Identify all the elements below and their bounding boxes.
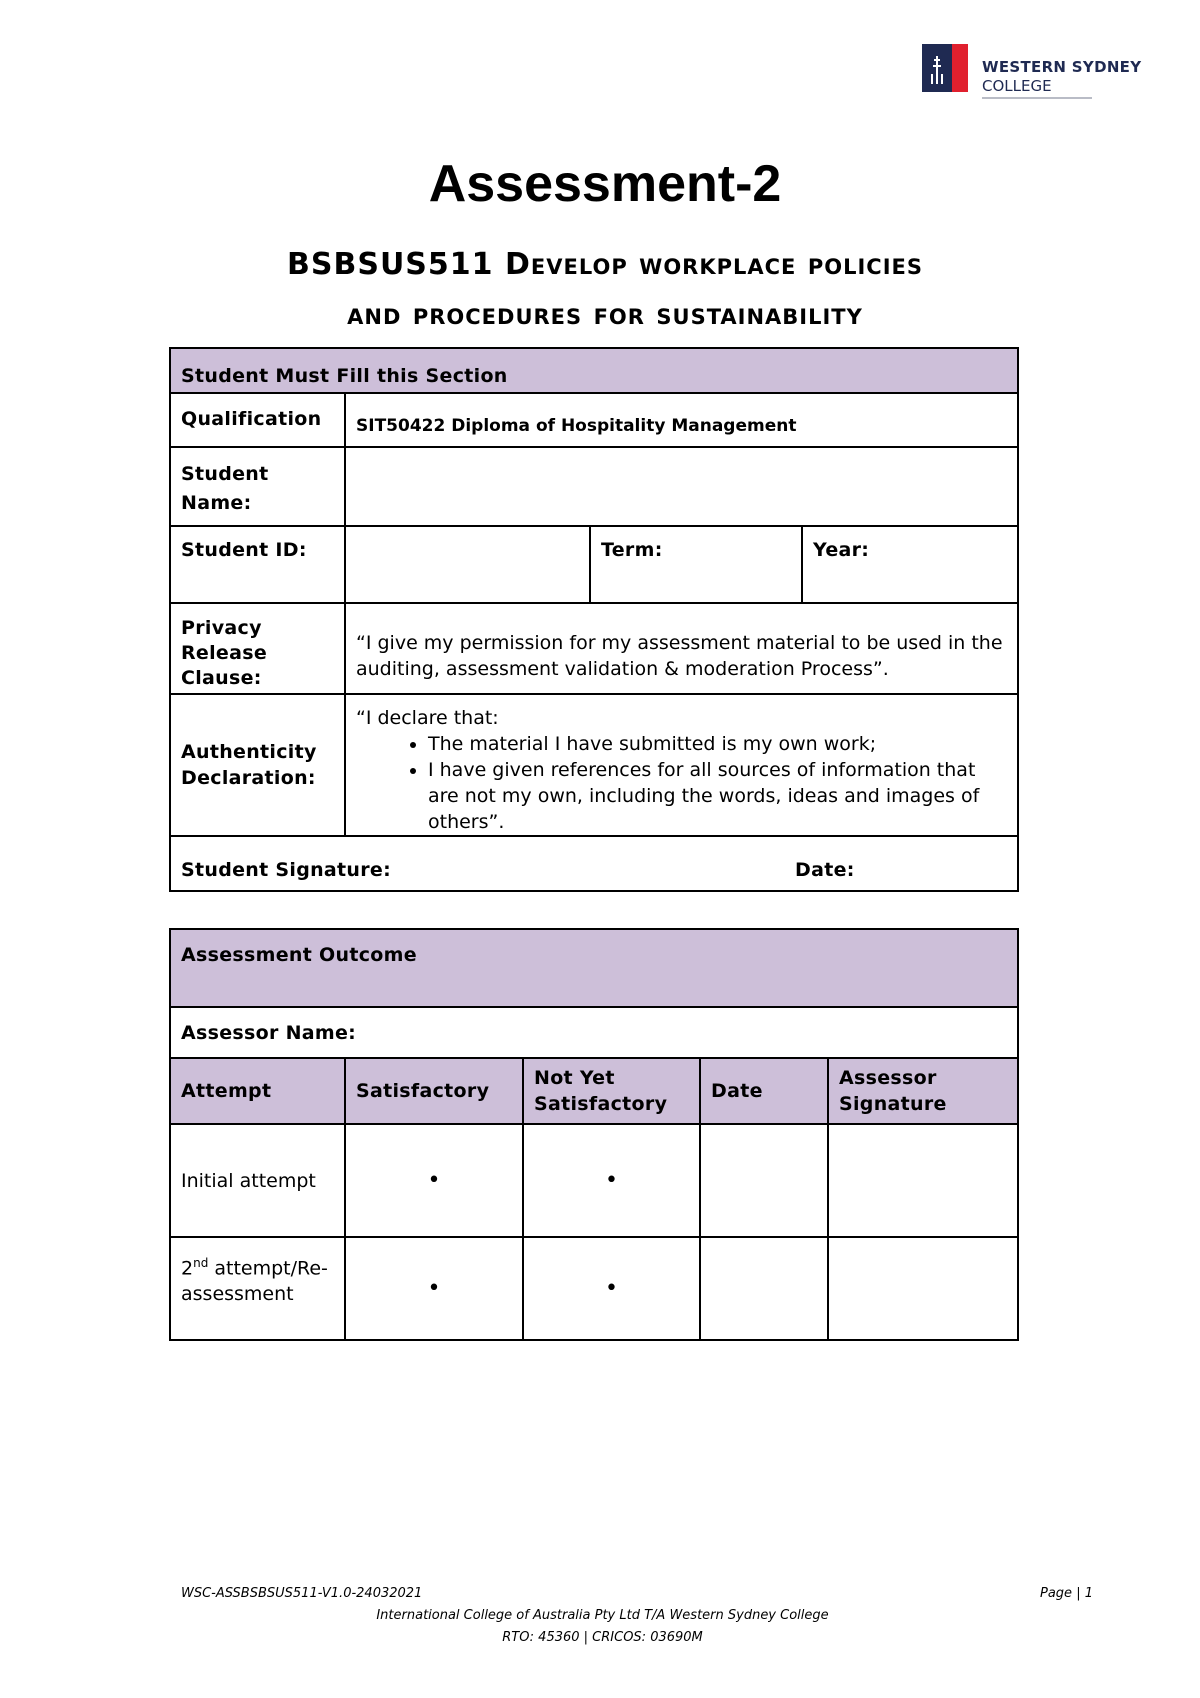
- declare-list: [356, 731, 1007, 835]
- term-label: Term:: [590, 526, 802, 603]
- unit-title: [0, 240, 1200, 340]
- not-yet-satisfactory-checkbox[interactable]: •: [523, 1237, 700, 1340]
- col-satisfactory: Satisfactory: [345, 1058, 523, 1124]
- qualification-label: Qualification: [170, 393, 345, 447]
- year-label: Year:: [802, 526, 1018, 603]
- attempt-cell: Initial attempt: [170, 1124, 345, 1237]
- logo-mark-icon: [922, 44, 968, 92]
- satisfactory-checkbox[interactable]: •: [345, 1237, 523, 1340]
- footer-page-number: Page | 1: [1040, 1586, 1093, 1601]
- footer-doc-code: WSC-ASSBSBSUS511-V1.0-24032021: [181, 1586, 423, 1601]
- student-details-table: [169, 347, 1019, 892]
- privacy-text: “I give my permission for my assessment material to be used in the auditing, assessment validation & moderation Process”.: [345, 603, 1018, 694]
- assessor-signature-cell[interactable]: [828, 1124, 1018, 1237]
- assessment-outcome-table: [169, 928, 1019, 1341]
- authenticity-declaration: [345, 694, 1018, 836]
- authenticity-label: Authenticity Declaration:: [170, 694, 345, 836]
- satisfactory-checkbox[interactable]: •: [345, 1124, 523, 1237]
- footer-rto: RTO: 45360 | CRICOS: 03690M: [502, 1630, 703, 1645]
- student-signature-label: Student Signature:: [181, 859, 392, 881]
- student-date-label: Date:: [795, 859, 855, 881]
- logo-name-line2: COLLEGE: [982, 77, 1052, 95]
- attempt-cell: 2nd attempt/Re-assessment: [170, 1237, 345, 1340]
- student-id-label: Student ID:: [170, 526, 345, 603]
- date-cell[interactable]: [700, 1124, 828, 1237]
- col-date: Date: [700, 1058, 828, 1124]
- col-attempt: Attempt: [170, 1058, 345, 1124]
- table-row: [170, 1124, 1018, 1237]
- student-id-field[interactable]: [345, 526, 590, 603]
- qualification-value: SIT50422 Diploma of Hospitality Management: [345, 393, 1018, 447]
- table-row: [170, 1237, 1018, 1340]
- unit-code: BSBSUS511: [287, 247, 494, 282]
- student-name-field[interactable]: [345, 447, 1018, 526]
- footer-company: International College of Australia Pty Ltd T/A Western Sydney College: [376, 1608, 829, 1623]
- privacy-label: Privacy Release Clause:: [170, 603, 345, 694]
- outcome-section-header: Assessment Outcome: [170, 929, 1018, 1007]
- col-assessor-signature: Assessor Signature: [828, 1058, 1018, 1124]
- declare-item: • The material I have submitted is my own work;: [428, 731, 1007, 757]
- college-logo: [922, 44, 1142, 102]
- date-cell[interactable]: [700, 1237, 828, 1340]
- assessor-name-label[interactable]: Assessor Name:: [170, 1007, 1018, 1058]
- unit-title-line1: Develop workplace policies: [505, 247, 923, 282]
- student-name-label: Student Name:: [170, 447, 345, 526]
- declare-intro: “I declare that:: [356, 707, 499, 729]
- col-not-yet-satisfactory: Not Yet Satisfactory: [523, 1058, 700, 1124]
- not-yet-satisfactory-checkbox[interactable]: •: [523, 1124, 700, 1237]
- student-section-header: Student Must Fill this Section: [170, 348, 1018, 393]
- declare-item: • I have given references for all sources of information that are not my own, including the words, ideas and images of others”.: [428, 757, 1007, 835]
- assessor-signature-cell[interactable]: [828, 1237, 1018, 1340]
- logo-tagline-rule: [982, 97, 1092, 99]
- document-title: Assessment-2: [428, 155, 782, 213]
- signature-row[interactable]: [170, 836, 1018, 891]
- unit-title-line2: and procedures for sustainability: [347, 297, 863, 332]
- logo-name-line1: WESTERN SYDNEY: [982, 58, 1142, 76]
